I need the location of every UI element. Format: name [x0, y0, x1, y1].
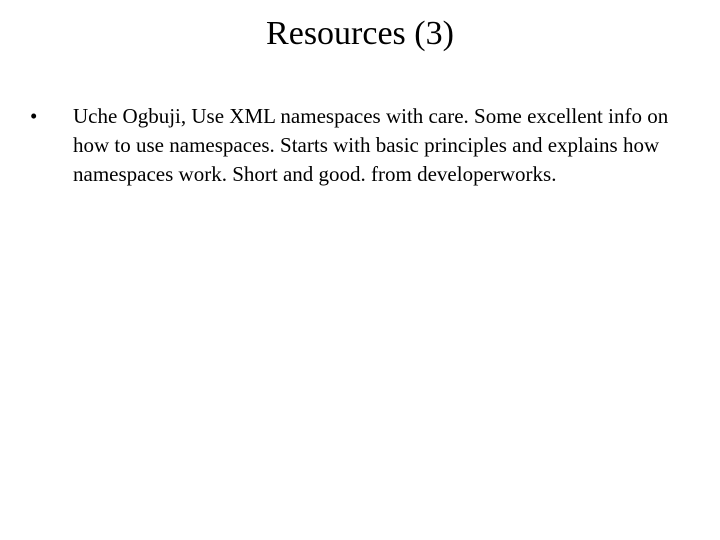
bullet-text: Uche Ogbuji, Use XML namespaces with care. Some excellent info on how to use namespaces. Starts with basic principles and explains how namespaces work. Short and good. from developerworks.	[73, 104, 669, 186]
bullet-list	[30, 102, 700, 189]
slide-title: Resources (3)	[266, 15, 454, 52]
bullet-marker: •	[30, 104, 38, 128]
bullet-item	[30, 102, 700, 189]
